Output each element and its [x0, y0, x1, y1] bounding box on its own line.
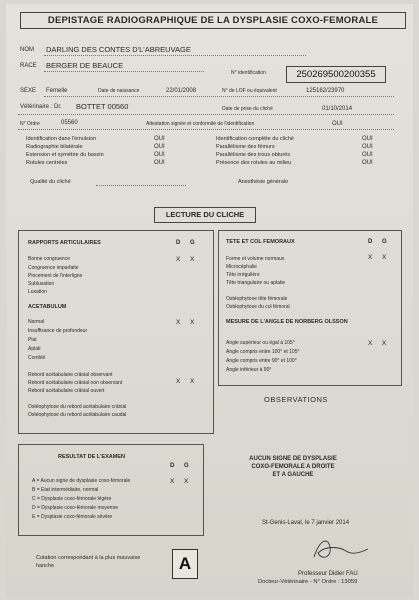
signature-role: Docteur-Vétérinaire - N° Ordre : 13059 — [258, 579, 358, 585]
osteo-rebord-item: Ostéophytose du rebord acétabulaire crânial — [28, 404, 127, 410]
cliche-qualite: Qualité du cliché — [30, 179, 71, 185]
race-label: RACE — [20, 63, 37, 69]
qualite-line — [96, 185, 186, 186]
anesthesie: Anesthésie générale — [238, 179, 289, 185]
tete-item: Tête irrégulière — [226, 272, 260, 278]
vet-line — [18, 114, 394, 115]
rapports-item: Pincement de l'interligne — [28, 273, 83, 279]
cliche-date-label: Date de prise du cliché — [222, 106, 273, 112]
sexe-value: Femelle — [46, 88, 68, 94]
nom-line — [44, 55, 306, 56]
form-title: DEPISTAGE RADIOGRAPHIQUE DE LA DYSPLASIE COXO-FEMORALE — [20, 12, 406, 29]
rapports-col-d: D — [176, 240, 181, 246]
race-line — [44, 71, 204, 72]
ident-number-box: 250269500200355 — [286, 66, 386, 83]
check-right-value: OUI — [362, 136, 373, 142]
norberg-item: Angle compris entre 100° et 105° — [226, 349, 300, 355]
nom-value: DARLING DES CONTES D'L'ABREUVAGE — [46, 45, 191, 54]
sexe-label: SEXE — [20, 88, 37, 94]
check-left-label: Rotules centrées — [26, 160, 68, 166]
tete-col-g: G — [382, 239, 387, 245]
ident-label: N° identification — [231, 70, 266, 76]
attestation-label: Attestation signée et conformité de l'identification — [146, 121, 255, 127]
resultat-title: RESULTAT DE L'EXAMEN — [58, 454, 126, 460]
form-sheet — [6, 4, 413, 598]
resultat-mark-d: X — [170, 478, 175, 485]
lof-value: 125162/23970 — [306, 88, 345, 94]
check-right-label: Parallélisme des fémurs — [216, 144, 275, 150]
naissance-value: 22/01/2008 — [166, 88, 197, 94]
nom-label: NOM — [20, 47, 34, 53]
resultat-col-g: G — [184, 463, 189, 469]
check-right-label: Parallélisme des trous obturés — [216, 152, 290, 158]
rebord-mark-g: X — [190, 378, 195, 385]
rapports-col-g: G — [190, 240, 195, 246]
check-right-value: OUI — [362, 144, 373, 150]
place-date: St-Genis-Laval, le 7 janvier 2014 — [262, 520, 350, 526]
acetabulum-title: ACETABULUM — [28, 304, 67, 310]
norberg-item: Angle inférieur à 90° — [226, 367, 272, 373]
tete-mark-d: X — [368, 254, 373, 261]
ordre-line — [18, 129, 394, 130]
rapports-title: RAPPORTS ARTICULAIRES — [28, 240, 101, 246]
osteo-rebord-item: Ostéophytose du rebord acétabulaire caudal — [28, 412, 127, 418]
check-left-value: OUI — [154, 160, 165, 166]
acetabulum-item: Insuffisance de profondeur — [28, 328, 88, 334]
rebord-item: Rebord acétabulaire crânial non observant — [28, 380, 123, 386]
rebord-item: Rebord acétabulaire crânial observant — [28, 372, 113, 378]
lof-label: N° de LOF ou équivalent — [222, 88, 277, 94]
norberg-item: Angle supérieur ou égal à 105° — [226, 340, 295, 346]
check-left-value: OUI — [154, 144, 165, 150]
rapports-item: Bonne congruence — [28, 256, 70, 262]
lecture-title: LECTURE DU CLICHE — [165, 210, 245, 219]
cliche-date-value: 01/10/2014 — [322, 106, 353, 112]
resultat-item: E = Dysplasie coxo-fémorale sévère — [32, 514, 113, 520]
norberg-mark-g: X — [382, 340, 387, 347]
rapports-item: Luxation — [28, 289, 47, 295]
check-left-label: Identification dans l'émulsion — [26, 136, 97, 142]
tete-osteo-item: Ostéophytose du col fémoral — [226, 304, 290, 310]
check-left-value: OUI — [154, 152, 165, 158]
resultat-item: A = Aucun signe de dysplasie coxo-fémorale — [32, 478, 131, 484]
tete-osteo-item: Ostéophytose tête fémorale — [226, 296, 288, 302]
acetabulum-item: Normal — [28, 319, 45, 325]
attestation-value: OUI — [332, 121, 343, 127]
acetabulum-item: Aplati — [28, 346, 41, 352]
observations-line: AUCUN SIGNE DE DYSPLASIE — [249, 456, 337, 462]
vet-value: BOTTET 00560 — [76, 102, 129, 111]
norberg-item: Angle compris entre 90° et 100° — [226, 358, 297, 364]
check-right-label: Identification complète du cliché — [216, 136, 294, 142]
signature-name: Professeur Didier FAU — [298, 571, 358, 577]
cotation-label: Cotation correspondant à la plus mauvaise hanche — [36, 555, 141, 569]
acetabulum-item: Plat — [28, 337, 37, 343]
resultat-item: B = Etat intermédiaire, normal — [32, 487, 99, 493]
check-right-value: OUI — [362, 160, 373, 166]
tete-mark-g: X — [382, 254, 387, 261]
acetabulum-item: Comblé — [28, 355, 46, 361]
check-left-label: Radiographie bilatérale — [26, 144, 83, 150]
sexe-line — [44, 96, 394, 97]
tete-item: Microcéphalie — [226, 264, 257, 270]
resultat-item: C = Dysplasie coxo-fémorale légère — [32, 496, 112, 502]
check-left-value: OUI — [154, 136, 165, 142]
check-right-value: OUI — [362, 152, 373, 158]
lecture-title-box — [154, 207, 256, 223]
acetabulum-mark-g: X — [190, 319, 195, 326]
norberg-title: MESURE DE L'ANGLE DE NORBERG OLSSON — [226, 319, 348, 325]
resultat-mark-g: X — [184, 478, 189, 485]
norberg-mark-d: X — [368, 340, 373, 347]
observations-line: COXO-FEMORALE A DROITE — [251, 464, 335, 470]
tete-title: TETE ET COL FEMORAUX — [226, 239, 295, 245]
check-right-label: Présence des rotules au milieu — [216, 160, 292, 166]
observations-line: ET A GAUCHE — [272, 472, 314, 478]
naissance-label: Date de naissance — [98, 88, 140, 94]
rebord-mark-d: X — [176, 378, 181, 385]
grade-box: A — [172, 549, 198, 579]
rapports-item: Subluxation — [28, 281, 55, 287]
resultat-col-d: D — [170, 463, 175, 469]
race-value: BERGER DE BEAUCE — [46, 61, 124, 70]
tete-col-d: D — [368, 239, 373, 245]
observations-title: OBSERVATIONS — [264, 395, 328, 404]
rapports-item: Congruence imparfaite — [28, 265, 79, 271]
tete-item: Forme et volume normaux — [226, 256, 285, 262]
check-left-label: Extension et symétrie du bassin — [26, 152, 104, 158]
tete-item: Tête triangulaire ou aplatie — [226, 280, 286, 286]
vet-label: Vétérinaire : Dr. — [20, 104, 62, 110]
resultat-item: D = Dysplasie coxo-fémorale moyenne — [32, 505, 119, 511]
ordre-label: N° Ordre — [20, 121, 40, 127]
signature-scribble — [306, 533, 376, 565]
rapports-mark-g: X — [190, 256, 195, 263]
rebord-item: Rebord acétabulaire crânial ouvert — [28, 388, 105, 394]
ordre-value: 05560 — [61, 120, 78, 126]
acetabulum-mark-d: X — [176, 319, 181, 326]
rapports-mark-d: X — [176, 256, 181, 263]
